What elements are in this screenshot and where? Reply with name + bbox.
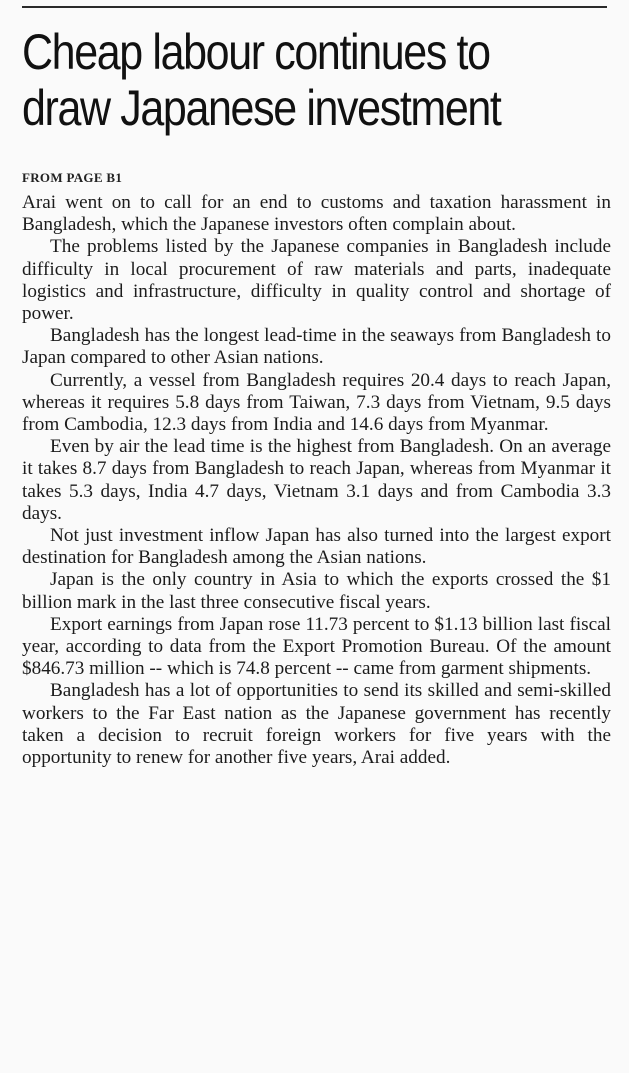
headline-line-1: Cheap labour continues to (22, 24, 490, 80)
paragraph-9: Bangladesh has a lot of opportunities to send its skilled and semi-skilled workers to the Far East nation as the Japanese government has recently taken a decision to recruit foreign workers for five years with the opportunity to renew for another five years, Arai added. (22, 680, 611, 769)
paragraph-6: Not just investment inflow Japan has also turned into the largest export destination for Bangladesh among the Asian nations. (22, 525, 611, 569)
paragraph-8: Export earnings from Japan rose 11.73 percent to $1.13 billion last fiscal year, according to data from the Export Promotion Bureau. Of the amount $846.73 million -- which is 74.8 percent -- came from garment shipments. (22, 613, 611, 680)
paragraph-4: Currently, a vessel from Bangladesh requires 20.4 days to reach Japan, whereas it requires 5.8 days from Taiwan, 7.3 days from Vietnam, 9.5 days from Cambodia, 12.3 days from India and 14.6 days from Myanmar. (22, 369, 611, 436)
headline-line-2: draw Japanese investment (22, 80, 501, 136)
paragraph-3: Bangladesh has the longest lead-time in the seaways from Bangladesh to Japan compared to other Asian nations. (22, 325, 611, 369)
paragraph-2: The problems listed by the Japanese companies in Bangladesh include difficulty in local procurement of raw materials and parts, inadequate logistics and infrastructure, difficulty in quality control and shortage of power. (22, 236, 611, 325)
paragraph-5: Even by air the lead time is the highest from Bangladesh. On an average it takes 8.7 days from Bangladesh to reach Japan, whereas from Myanmar it takes 5.3 days, India 4.7 days, Vietnam 3.1 days and from Cambodia 3.3 days. (22, 436, 611, 524)
paragraph-1: Arai went on to call for an end to customs and taxation harassment in Bangladesh, which the Japanese investors often complain about. (22, 192, 611, 236)
headline (22, 24, 529, 136)
paragraph-7: Japan is the only country in Asia to which the exports crossed the $1 billion mark in the last three consecutive fiscal years. (22, 569, 611, 613)
article-body (22, 192, 611, 769)
top-rule (22, 6, 607, 8)
continuation-kicker: FROM PAGE B1 (22, 170, 123, 185)
